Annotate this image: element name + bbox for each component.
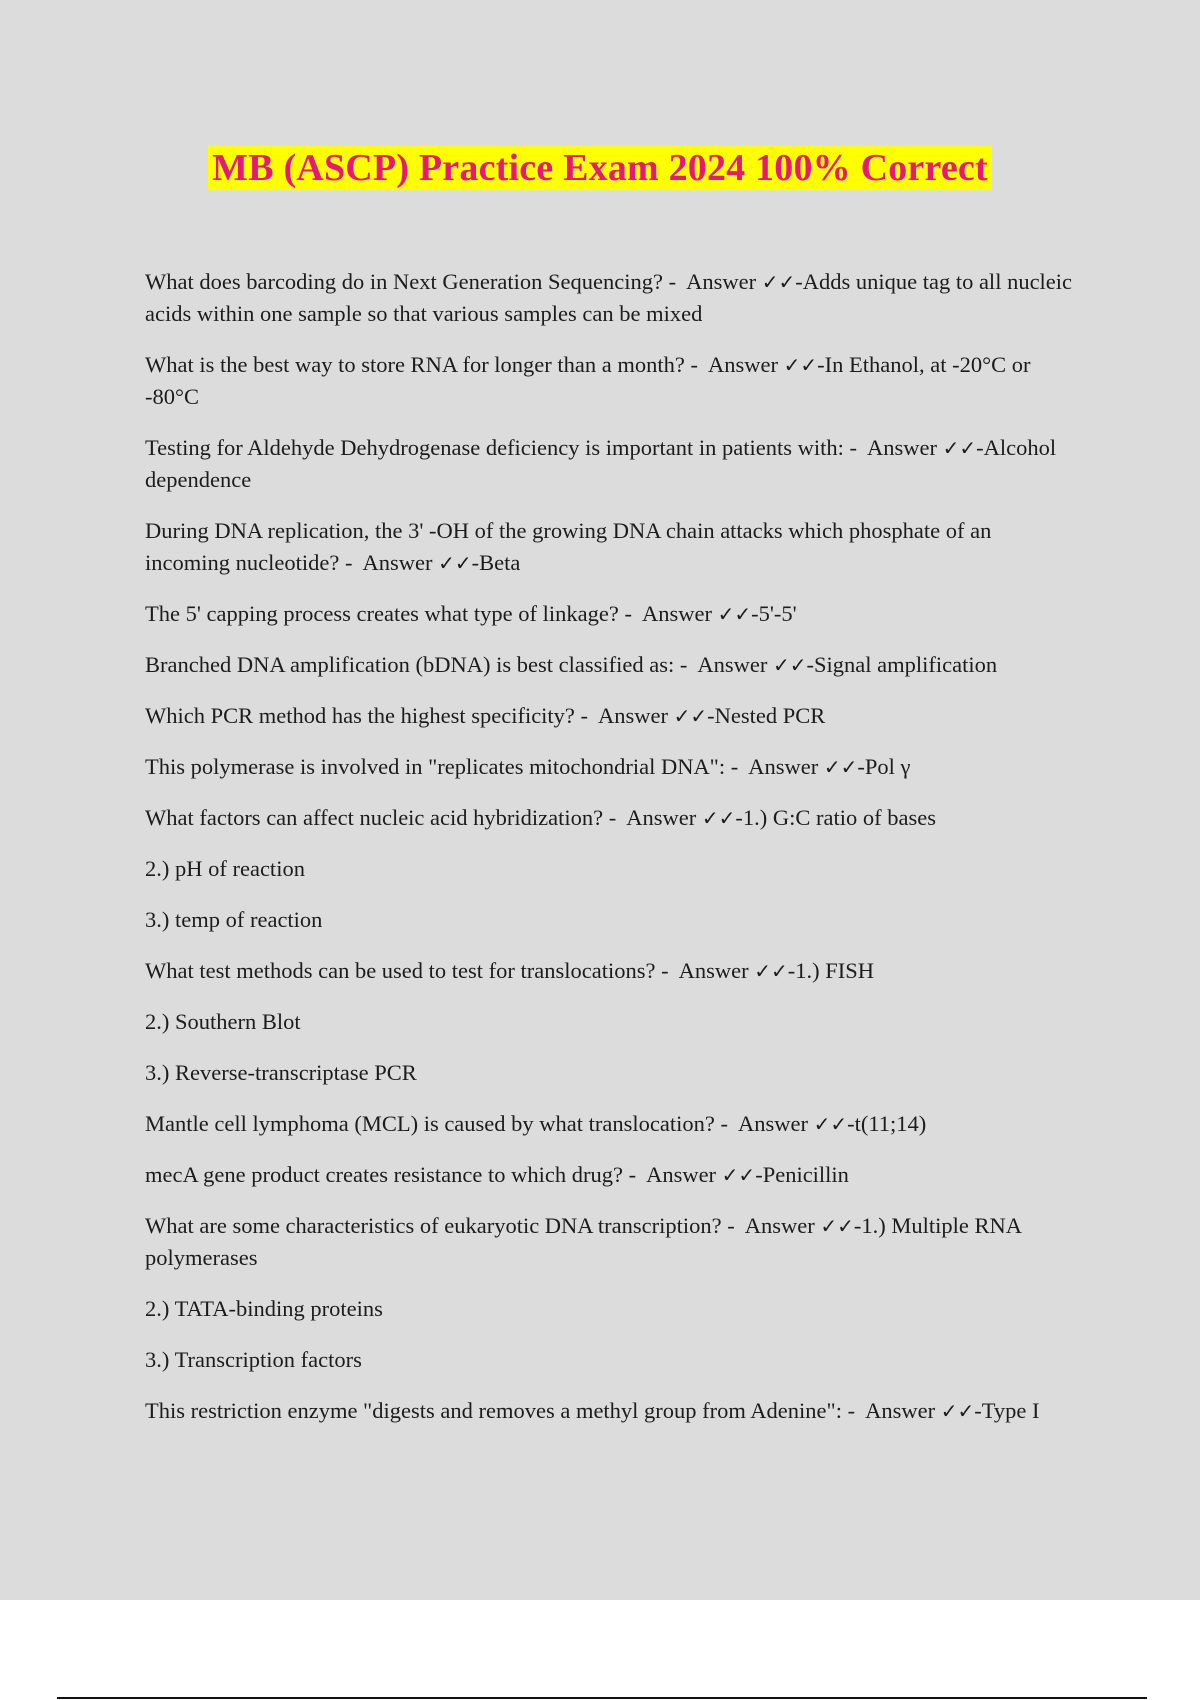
answer-label: - Answer: [721, 1213, 821, 1238]
answer-separator: -: [847, 1111, 855, 1136]
answer-text: In Ethanol, at -20°C or -80°C: [145, 352, 1031, 409]
answer-separator: -: [806, 652, 814, 677]
qa-item: [145, 432, 1080, 496]
answer-label: - Answer: [714, 1111, 814, 1136]
answer-separator: -: [853, 1213, 862, 1238]
double-check-icon: ✓✓: [721, 1163, 756, 1187]
answer-separator: -: [707, 703, 715, 728]
double-check-icon: ✓✓: [701, 806, 736, 830]
question-text: This polymerase is involved in "replicates mitochondrial DNA":: [145, 754, 726, 779]
qa-item: [145, 266, 1080, 330]
double-check-icon: ✓✓: [754, 959, 788, 983]
answer-text: 1.) G:C ratio of bases: [742, 805, 936, 830]
answer-text: Beta: [479, 550, 521, 575]
answer-text: Penicillin: [762, 1162, 849, 1187]
answer-label: - Answer: [662, 269, 762, 294]
answer-text: Alcohol dependence: [145, 435, 1057, 492]
double-check-icon: ✓✓: [940, 1399, 975, 1423]
question-text: What is the best way to store RNA for longer than a month?: [145, 352, 685, 377]
qa-item: [145, 751, 1080, 783]
answer-label: - Answer: [674, 652, 773, 677]
double-check-icon: ✓✓: [673, 704, 708, 728]
answer-label: - Answer: [603, 805, 702, 830]
double-check-icon: ✓✓: [813, 1112, 848, 1136]
answer-continuation: 3.) temp of reaction: [145, 907, 323, 932]
question-text: What does barcoding do in Next Generation Sequencing?: [145, 269, 663, 294]
answer-separator: -: [755, 1162, 763, 1187]
question-text: What test methods can be used to test for translocations?: [145, 958, 656, 983]
qa-item: [145, 1395, 1080, 1427]
answer-label: - Answer: [574, 703, 674, 728]
answer-label: - Answer: [684, 352, 784, 377]
answer-text: Adds unique tag to all nucleic acids within one sample so that various samples can be mixed: [145, 269, 1073, 326]
double-check-icon: ✓✓: [717, 602, 752, 626]
answer-text: t(11;14): [854, 1111, 927, 1136]
answer-text: 1.) FISH: [795, 958, 874, 983]
answer-separator: -: [795, 269, 803, 294]
qa-item: [145, 700, 1080, 732]
double-check-icon: ✓✓: [823, 755, 858, 779]
answer-text: Type I: [981, 1398, 1040, 1423]
question-text: During DNA replication, the 3' -OH of the growing DNA chain attacks which phosphate of an incoming nucleotide?: [145, 518, 992, 575]
answer-label: - Answer: [843, 435, 943, 460]
answer-continuation: 3.) Reverse-transcriptase PCR: [145, 1060, 417, 1085]
answer-continuation: 2.) pH of reaction: [145, 856, 305, 881]
answer-continuation: 3.) Transcription factors: [145, 1347, 362, 1372]
qa-item: [145, 598, 1080, 630]
answer-separator: -: [857, 754, 865, 779]
double-check-icon: ✓✓: [438, 551, 472, 575]
double-check-icon: ✓✓: [820, 1214, 854, 1238]
question-text: Which PCR method has the highest specificity?: [145, 703, 575, 728]
qa-item: [145, 349, 1080, 413]
question-text: The 5' capping process creates what type of linkage?: [145, 601, 619, 626]
qa-item: [145, 802, 1080, 834]
qa-item: [145, 1108, 1080, 1140]
title-container: [0, 146, 1200, 190]
answer-separator: -: [751, 601, 759, 626]
answer-separator: -: [817, 352, 825, 377]
double-check-icon: ✓✓: [772, 653, 807, 677]
answer-label: - Answer: [339, 550, 439, 575]
document-title: MB (ASCP) Practice Exam 2024 100% Correct: [208, 146, 992, 190]
question-text: Branched DNA amplification (bDNA) is best classified as:: [145, 652, 675, 677]
answer-label: - Answer: [622, 1162, 722, 1187]
answer-continuation: 2.) TATA-binding proteins: [145, 1296, 383, 1321]
question-text: What are some characteristics of eukaryotic DNA transcription?: [145, 1213, 722, 1238]
answer-label: - Answer: [655, 958, 755, 983]
question-text: Testing for Aldehyde Dehydrogenase deficiency is important in patients with:: [145, 435, 844, 460]
double-check-icon: ✓✓: [942, 436, 977, 460]
answer-continuation: 2.) Southern Blot: [145, 1009, 301, 1034]
answer-label: - Answer: [841, 1398, 941, 1423]
answer-text: 1.) Multiple RNA polymerases: [145, 1213, 1021, 1270]
answer-label: - Answer: [725, 754, 824, 779]
answer-text: Signal amplification: [814, 652, 998, 677]
double-check-icon: ✓✓: [761, 270, 796, 294]
question-text: mecA gene product creates resistance to which drug?: [145, 1162, 623, 1187]
qa-item: [145, 515, 1080, 579]
answer-separator: -: [974, 1398, 982, 1423]
question-text: What factors can affect nucleic acid hybridization?: [145, 805, 604, 830]
answer-separator: -: [787, 958, 796, 983]
answer-separator: -: [471, 550, 480, 575]
qa-item: [145, 955, 1080, 987]
answer-text: Pol γ: [864, 754, 911, 779]
answer-separator: -: [976, 435, 984, 460]
answer-text: 5'-5': [758, 601, 797, 626]
qa-list: [145, 266, 1080, 1446]
question-text: This restriction enzyme "digests and removes a methyl group from Adenine":: [145, 1398, 842, 1423]
page-divider: [57, 1697, 1147, 1699]
answer-separator: -: [735, 805, 743, 830]
answer-label: - Answer: [618, 601, 718, 626]
qa-item: [145, 1210, 1080, 1274]
qa-item: [145, 649, 1080, 681]
qa-item: [145, 1159, 1080, 1191]
answer-text: Nested PCR: [714, 703, 826, 728]
double-check-icon: ✓✓: [783, 353, 818, 377]
question-text: Mantle cell lymphoma (MCL) is caused by what translocation?: [145, 1111, 715, 1136]
